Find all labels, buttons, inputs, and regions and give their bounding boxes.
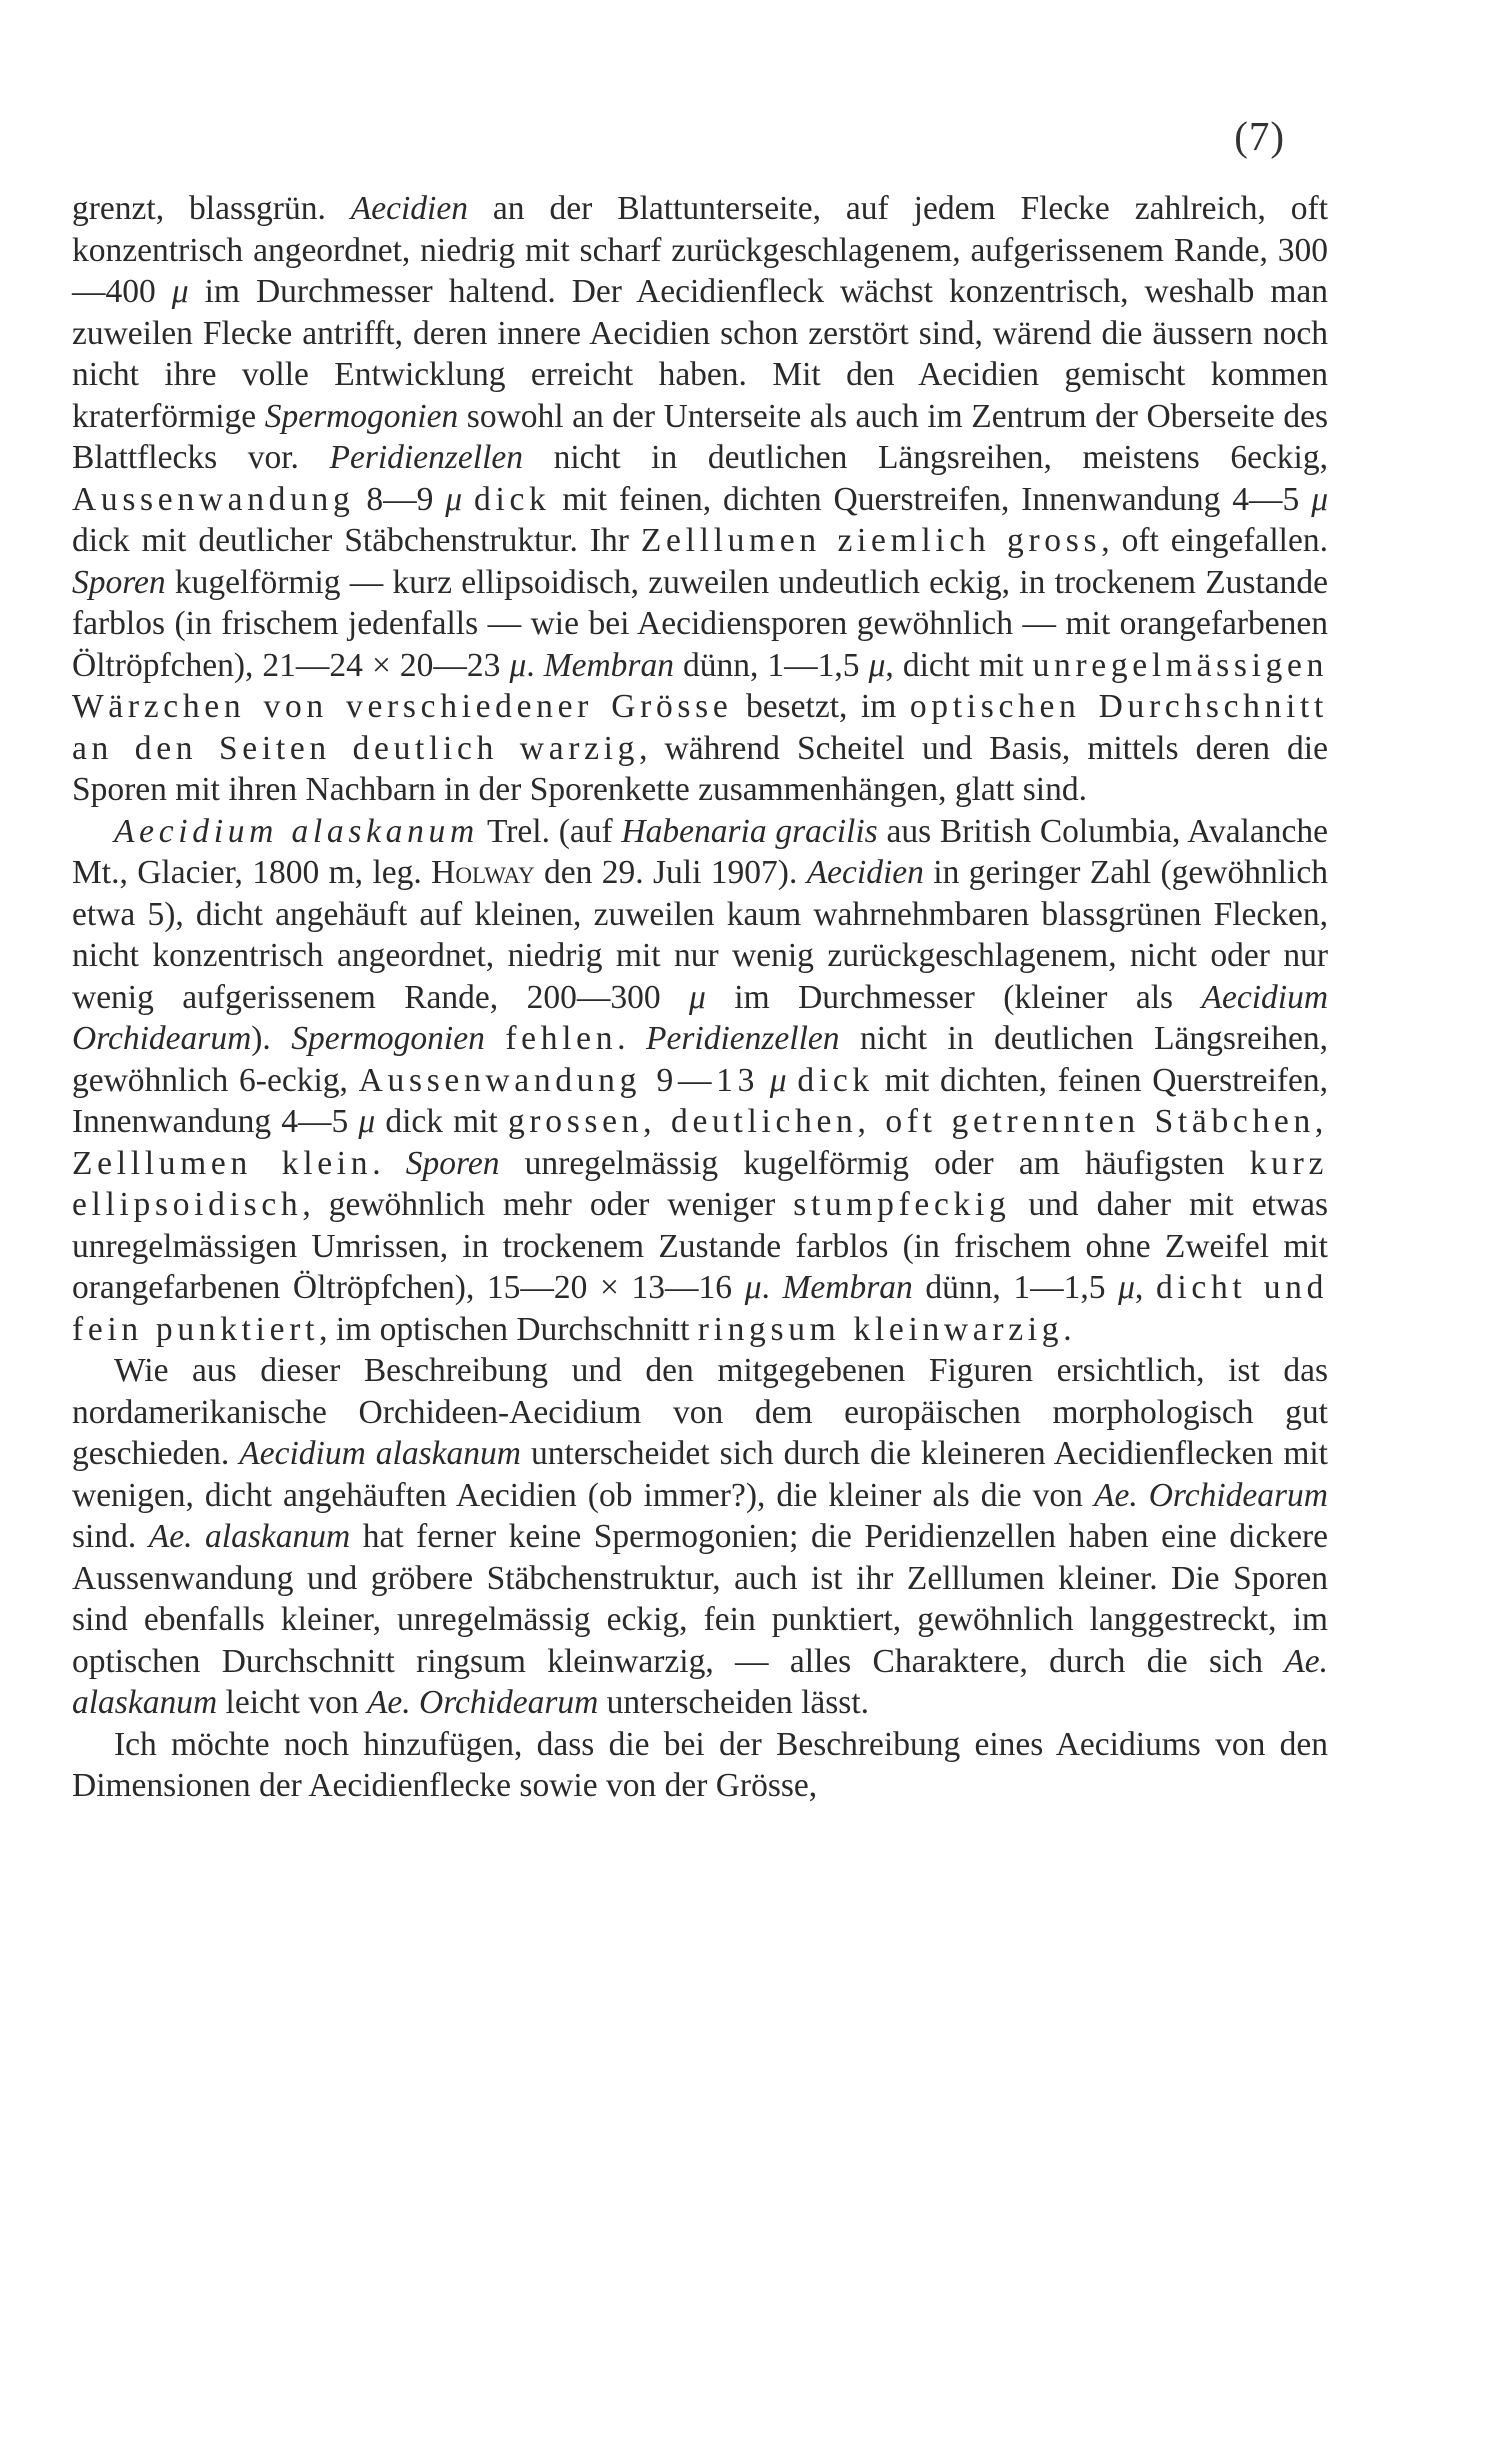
text-run: nicht in deutlichen Längsreihen, meistens 6eckig, — [523, 439, 1328, 476]
text-run: , im optischen Durchschnitt — [319, 1310, 698, 1348]
text-run: leicht von — [217, 1684, 367, 1721]
paragraph-addendum — [72, 1724, 1328, 1807]
text-run: und daher mit etwas unregelmässigen Umrissen, in trockenem Zustande farblos (in frischem ohne Zweifel mit orangefarbenen Öltröpfchen), 15—20 × 13—16 — [72, 1186, 1329, 1306]
body-text — [72, 188, 1328, 1807]
text-run: besetzt, im — [732, 688, 910, 725]
text-run: dick mit — [375, 1103, 508, 1140]
text-run: Ich möchte noch hinzufügen, dass die bei der Beschreibung eines Aecidiums von den Dimensionen der Aecidienflecke sowie von der Grösse, — [72, 1725, 1328, 1804]
text-run: . — [1063, 1310, 1072, 1348]
text-run: dicht und fein punktiert — [72, 1269, 1329, 1348]
text-run: Zelllumen ziemlich gross — [640, 522, 1102, 559]
text-run: sind. — [72, 1518, 149, 1555]
text-run: dick — [797, 1061, 874, 1099]
text-run: μ — [445, 480, 463, 518]
text-run: optischen Durchschnitt an den Seiten deutlich warzig — [72, 688, 1329, 767]
paragraph-continued-description — [72, 188, 1328, 811]
text-run: . — [617, 1020, 647, 1057]
text-run: mit feinen, dichten Querstreifen, Innenwandung 4—5 — [550, 480, 1312, 518]
text-run: ). — [251, 1020, 292, 1057]
text-run: . — [761, 1269, 783, 1306]
text-run: Ae. Orchidearum — [366, 1684, 599, 1721]
text-run: im Durchmesser (kleiner als — [705, 978, 1202, 1016]
text-run — [462, 481, 474, 518]
text-run: Aussenwandung — [72, 480, 355, 518]
text-run: kugelförmig — kurz ellipsoidisch, zuweilen undeutlich eckig, in trockenem Zustande farblos (in frischem jedenfalls — wie bei Aecidiensporen gewöhnlich — mit orangefarbenen Öltröpfchen), 21—24 × 20—23 — [72, 563, 1328, 684]
text-run: Holway — [431, 854, 535, 891]
text-run: im Durchmesser haltend. Der Aecidienfleck wächst konzentrisch, weshalb man zuweilen Flecke antrifft, deren innere Aecidien schon zerstört sind, wärend die äussern noch nicht ihre volle Entwicklung erreicht haben. Mit den Aecidien gemischt kommen kraterförmige — [72, 273, 1328, 435]
text-run: . — [526, 646, 544, 684]
text-run: grossen, deutlichen, oft getrennten Stäbchen, Zelllumen klein — [72, 1103, 1328, 1182]
text-run: μ — [868, 646, 886, 684]
text-run: 8—9 — [354, 480, 446, 518]
text-run: fehlen — [505, 1020, 618, 1057]
text-run: Trel. (auf — [478, 812, 622, 850]
text-run: Spermogonien — [264, 397, 459, 435]
text-run: Ae. alaskanum — [72, 1642, 1328, 1721]
text-run: Membran — [543, 646, 674, 684]
text-run: aus British Columbia, Avalanche Mt., Glacier, 1800 m, leg. — [72, 812, 1328, 891]
text-run: μ — [358, 1103, 376, 1140]
text-run: Aecidium alaskanum — [114, 812, 479, 850]
text-run: an der Blattunterseite, auf jedem Flecke zahlreich, oft konzentrisch angeordnet, niedrig mit scharf zurückgeschlagenem, aufgerissenem Rande, 300—400 — [72, 190, 1329, 310]
text-run: Sporen — [405, 1144, 500, 1182]
text-run: μ — [1118, 1269, 1135, 1306]
text-run: Aecidien — [350, 190, 468, 227]
text-run: Sporen — [72, 563, 166, 601]
text-run: Ae. alaskanum — [148, 1518, 351, 1555]
text-run: Peridienzellen — [646, 1020, 840, 1057]
text-run: grenzt, blassgrün. — [72, 190, 351, 227]
text-run: dünn, 1—1,5 — [912, 1269, 1119, 1306]
text-run: Aussenwandung 9—13 — [358, 1061, 760, 1099]
text-run: dick mit deutlicher Stäbchenstruktur. Ihr — [72, 522, 641, 559]
text-run: Peridienzellen — [329, 439, 523, 476]
text-run: dünn, 1—1,5 — [673, 646, 869, 684]
text-run — [787, 1062, 798, 1099]
text-run: μ — [509, 646, 527, 684]
text-run — [759, 1062, 770, 1099]
text-run: stumpfeckig — [793, 1186, 1011, 1223]
text-run: Membran — [782, 1269, 913, 1306]
paragraph-aecidium-alaskanum — [72, 811, 1328, 1351]
text-run: sowohl an der Unterseite als auch im Zentrum der Oberseite des Blattflecks vor. — [72, 397, 1328, 476]
text-run: ringsum kleinwarzig — [697, 1310, 1064, 1348]
text-run: Ae. Orchidearum — [1093, 1476, 1329, 1514]
text-run — [485, 1020, 506, 1057]
text-run: nicht in deutlichen Längsreihen, gewöhnlich 6-eckig, — [72, 1020, 1329, 1099]
text-run: . — [372, 1144, 406, 1182]
text-run: in geringer Zahl (gewöhnlich etwa 5), dicht angehäuft auf kleinen, zuweilen kaum wahrnehmbaren blassgrünen Flecken, nicht konzentrisch angeordnet, niedrig mit nur wenig zurückgeschlagenem, nicht oder nur wenig aufgerissenem Rande, 200—300 — [72, 854, 1328, 1016]
text-run: , gewöhnlich mehr oder weniger — [302, 1186, 794, 1223]
text-run: hat ferner keine Spermogonien; die Peridienzellen haben eine dickere Aussenwandung und gröbere Stäbchenstruktur, auch ist ihr Zelllumen kleiner. Die Sporen sind ebenfalls kleiner, unregelmässig eckig, fein punktiert, gewöhnlich langgestreckt, im optischen Durchschnitt ringsum kleinwarzig, — alles Charaktere, durch die sich — [72, 1518, 1328, 1680]
text-run: μ — [744, 1269, 762, 1306]
text-run: μ — [689, 978, 706, 1016]
text-run: dick — [474, 480, 551, 518]
paragraph-comparison — [72, 1350, 1328, 1724]
text-run: μ — [1311, 480, 1329, 518]
text-run: Aecidium alaskanum — [239, 1435, 521, 1472]
text-run: Aecidium Orchidearum — [72, 978, 1329, 1057]
text-run: μ — [171, 273, 189, 310]
text-run: , während Scheitel und Basis, mittels deren die Sporen mit ihren Nachbarn in der Sporenkette zusammenhängen, glatt sind. — [72, 729, 1328, 808]
text-run: unregelmässigen Wärzchen von verschiedener Grösse — [72, 646, 1329, 725]
text-run: mit dichten, feinen Querstreifen, Innenwandung 4—5 — [72, 1061, 1329, 1140]
text-run: unterscheidet sich durch die kleineren Aecidienflecken mit wenigen, dicht angehäuften Aecidien (ob immer?), die kleiner als die von — [72, 1435, 1328, 1514]
text-run: Habenaria gracilis — [621, 812, 878, 850]
page-number: (7) — [1234, 113, 1285, 159]
text-run: Wie aus dieser Beschreibung und den mitgegebenen Figuren ersichtlich, ist das nordamerikanische Orchideen-Aecidium von dem europäischen morphologisch gut geschieden. — [72, 1352, 1328, 1472]
text-run: Spermogonien — [291, 1020, 485, 1057]
text-run: μ — [769, 1061, 787, 1099]
text-run: den 29. Juli 1907). — [534, 854, 807, 891]
text-run: , oft eingefallen. — [1101, 522, 1328, 559]
text-run: , — [1134, 1269, 1156, 1306]
text-run: kurz ellipsoidisch — [72, 1144, 1329, 1223]
text-run: unterscheiden lässt. — [598, 1684, 870, 1721]
text-run: , dicht mit — [885, 646, 1033, 684]
text-run: Aecidien — [806, 854, 924, 891]
text-run: unregelmässig kugelförmig oder am häufigsten — [499, 1144, 1250, 1182]
